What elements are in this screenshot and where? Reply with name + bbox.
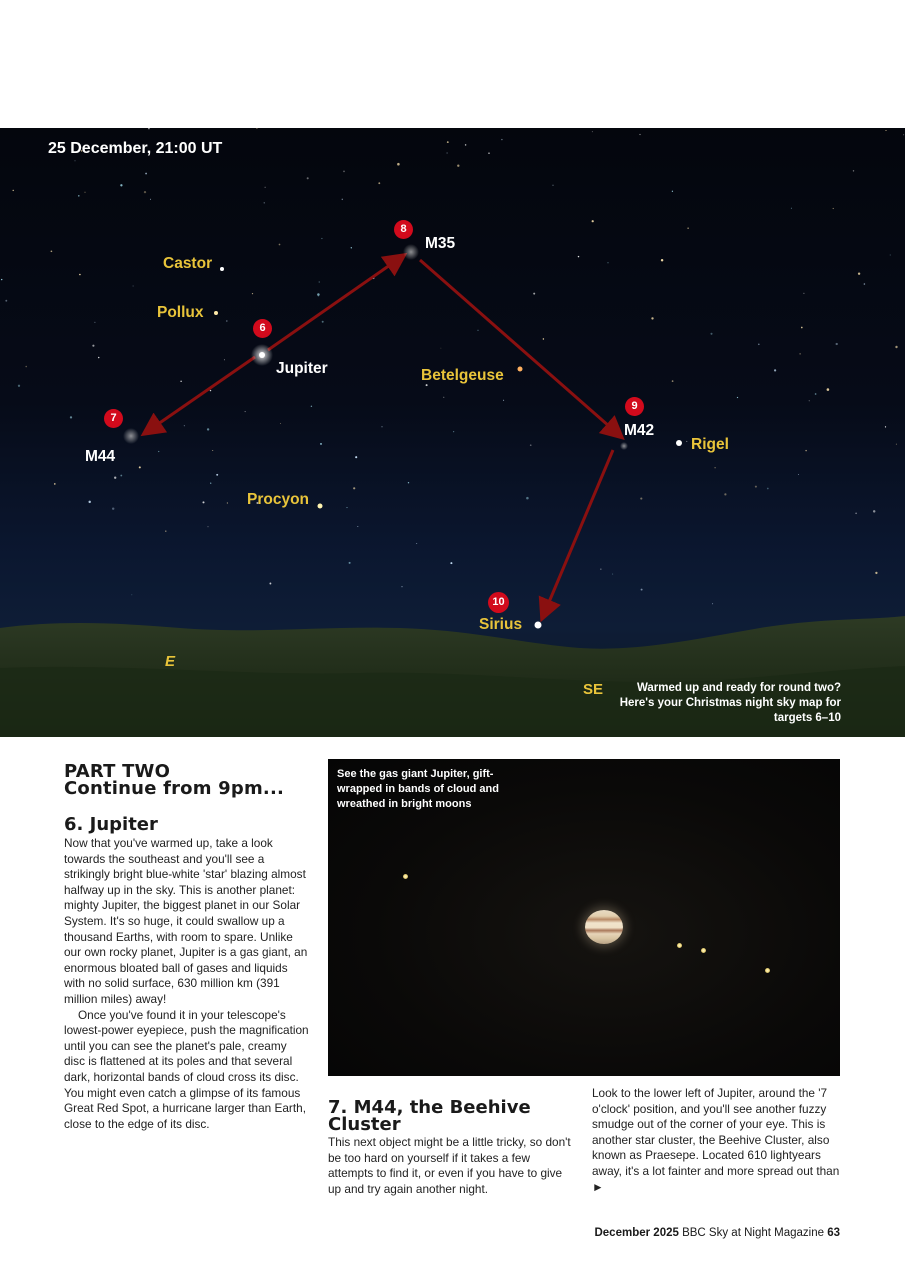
background-star [501,139,502,140]
part-title [64,763,284,797]
background-star [207,428,209,430]
background-star [120,475,122,477]
background-star [145,173,147,175]
background-star [836,343,838,345]
background-star [18,385,20,387]
background-star [578,256,579,257]
background-star [447,141,449,143]
background-star [815,393,817,395]
background-star [279,244,281,246]
background-star [165,530,166,531]
label-rigel: Rigel [691,436,729,453]
background-star [441,348,442,349]
background-star [150,199,151,200]
background-star [321,238,322,239]
arrow-jupiter-to-m44 [148,357,255,431]
background-star [446,152,447,153]
background-star [864,283,866,285]
arrow-jupiter-to-m35 [268,258,400,350]
background-star [895,346,897,348]
background-star [450,562,452,564]
part-title-line1: PART TWO [64,761,171,782]
background-star [349,562,351,564]
background-star [216,474,218,476]
background-star [357,526,358,527]
background-star [1,279,2,280]
background-star [311,406,312,407]
background-star [144,191,146,193]
m44-heading-line2: Cluster [328,1114,401,1135]
background-star [799,353,800,354]
sky-map-graphics [0,128,905,737]
background-star [280,423,281,424]
background-star [227,502,228,503]
jupiter-para-1: Now that you've warmed up, take a look towards the southeast and you'll see a strikingly bright blue-white 'star' blazing almost halfway up in the sky. This is another planet: mighty Jupiter, the biggest planet in our Solar System. It's so huge, it could swallow up a thousand Earths, with room to spare. Unlike our own rocky planet, Jupiter is a gas giant, an enormous bloated ball of gases and liquids with no solid surface, 630 million km (391 million miles) away! [64,836,308,1006]
background-star [774,369,776,371]
moon-3 [701,948,706,953]
moon-2 [677,943,682,948]
background-star [184,425,185,426]
background-star [92,345,94,347]
background-star [94,322,95,323]
jupiter-para-2: Once you've found it in your telescope's lowest-power eyepiece, push the magnification until you can see the planet's pale, creamy disc is flattened at its poles and that several dark, horizontal bands of cloud cross its disc. You might even catch a glimpse of its famous Great Red Spot, a hurricane larger than Earth, close to the edge of its disc. [64,1007,309,1131]
background-star [269,583,271,585]
background-star [530,444,532,446]
label-betelgeuse: Betelgeuse [421,367,504,384]
background-star [592,131,593,132]
background-star [51,250,53,252]
background-star [408,482,409,483]
background-star [133,286,134,287]
rigel-star [676,440,682,446]
background-star [533,293,535,295]
background-star [74,160,75,161]
background-star [801,327,803,329]
background-star [114,477,116,479]
background-star [875,572,877,574]
background-star [827,388,830,391]
direction-east: E [165,653,176,670]
background-star [5,300,7,302]
m42-marker [620,442,628,450]
background-star [873,510,875,512]
m44-continued [592,1086,842,1195]
background-star [397,163,400,166]
background-star [488,152,490,154]
background-star [381,426,382,427]
background-star [809,400,810,401]
m44-section [328,1099,578,1197]
background-star [158,451,159,452]
target-badge-8: 8 [394,220,413,239]
background-star [322,321,324,323]
background-star [319,281,320,282]
background-star [401,586,402,587]
background-star [112,507,114,509]
footer-issue: December 2025 [594,1227,679,1239]
arrow-m35-to-m42 [420,260,618,434]
background-star [139,466,141,468]
background-star [639,134,640,135]
background-star [202,501,204,503]
background-star [252,293,253,294]
background-star [25,366,27,368]
background-star [210,390,211,391]
background-star [131,594,132,595]
background-star [98,357,100,359]
footer-magazine: BBC Sky at Night Magazine [682,1227,824,1239]
background-star [212,450,213,451]
jupiter-section [64,816,310,1132]
background-star [346,507,347,508]
background-star [226,320,228,322]
label-pollux: Pollux [157,304,204,321]
background-star [686,441,687,442]
sirius-star [535,622,542,629]
jupiter-body [64,836,310,1132]
target-badge-7: 7 [104,409,123,428]
map-caption: Warmed up and ready for round two? Here's your Christmas night sky map for targets 6–10 [619,682,841,724]
background-star [712,603,713,604]
background-star [148,128,150,129]
background-star [737,397,738,398]
background-star [307,177,309,179]
background-star [724,493,726,495]
background-star [714,467,715,468]
background-star [256,128,258,129]
background-star [903,134,904,135]
background-star [180,381,181,382]
background-star [672,191,673,192]
background-star [477,330,478,331]
background-star [833,208,834,209]
background-star [503,400,504,401]
background-star [245,411,246,412]
background-star [798,474,799,475]
background-star [651,317,653,319]
background-star [317,293,320,296]
background-star [351,247,352,248]
background-star [443,397,444,398]
m35-marker [403,244,419,260]
background-star [342,199,343,200]
background-star [803,293,804,294]
background-star [78,195,79,196]
background-star [607,262,608,263]
background-star [13,190,14,191]
target-badge-9: 9 [625,397,644,416]
pollux-star [214,311,218,315]
background-star [416,543,417,544]
background-star [265,187,266,188]
label-jupiter: Jupiter [276,360,328,377]
m44-para-2: Look to the lower left of Jupiter, around the '7 o'clock' position, and you'll see another fuzzy smudge out of the corner of your eye. This is another star cluster, the Beehive Cluster, also known as Praesepe. Located 610 lightyears away, it's a lot fainter and more spread out than ► [592,1086,840,1194]
background-star [641,589,643,591]
background-star [853,170,854,171]
label-sirius: Sirius [479,616,523,633]
background-star [453,431,454,432]
background-star [600,569,601,570]
background-star [120,184,122,186]
background-star [885,426,886,427]
background-star [378,182,380,184]
background-star [791,208,792,209]
background-star [79,274,81,276]
background-star [457,165,459,167]
jupiter-photo [328,759,840,1076]
target-badge-10: 10 [488,592,509,613]
background-star [805,450,806,451]
background-star [210,483,211,484]
background-star [612,574,613,575]
background-star [54,483,56,485]
background-star [353,487,355,489]
background-star [207,526,208,527]
background-star [543,338,544,339]
background-star [687,227,688,228]
m44-marker [123,428,139,444]
background-star [710,333,712,335]
page-footer [594,1227,840,1239]
betelgeuse-star [518,367,523,372]
background-star [552,185,553,186]
background-star [592,220,594,222]
moon-1 [403,874,408,879]
background-star [640,498,642,500]
background-star [672,380,674,382]
jupiter-core [259,352,265,358]
photo-caption: See the gas giant Jupiter, gift-wrapped in bands of cloud and wreathed in bright moons [337,768,499,810]
background-star [855,513,857,515]
background-star [465,144,467,146]
background-star [755,486,757,488]
background-star [88,501,90,503]
background-star [320,443,322,445]
label-m42: M42 [624,422,655,439]
background-star [343,171,345,173]
background-star [526,497,529,500]
background-star [224,359,225,360]
background-star [767,488,769,490]
direction-southeast: SE [583,681,604,698]
background-star [886,130,887,131]
background-star [70,416,72,418]
label-castor: Castor [163,255,213,272]
label-m44: M44 [85,448,116,465]
target-badge-6: 6 [253,319,272,338]
label-m35: M35 [425,235,456,252]
procyon-star [318,504,323,509]
arrow-m42-to-sirius [544,450,613,614]
moon-4 [765,968,770,973]
background-star [896,444,897,445]
part-title-line2: Continue from 9pm... [64,778,285,799]
label-procyon: Procyon [247,491,310,508]
background-star [355,456,357,458]
map-date: 25 December, 21:00 UT [48,140,223,157]
m44-para-1: This next object might be a little tricky, so don't be too hard on yourself if it takes a few attempts to find it, or even if you have to give up and try again another night. [328,1135,571,1196]
jupiter-disc [585,910,623,944]
sky-map [0,128,905,737]
background-star [858,273,860,275]
background-star [890,255,891,256]
m44-heading-line1: 7. M44, the Beehive [328,1097,531,1118]
castor-star [220,267,224,271]
background-star [264,202,265,203]
background-star [85,192,86,193]
background-star [661,259,663,261]
footer-page-number: 63 [827,1227,840,1239]
jupiter-heading: 6. Jupiter [64,814,158,835]
background-star [758,344,760,346]
